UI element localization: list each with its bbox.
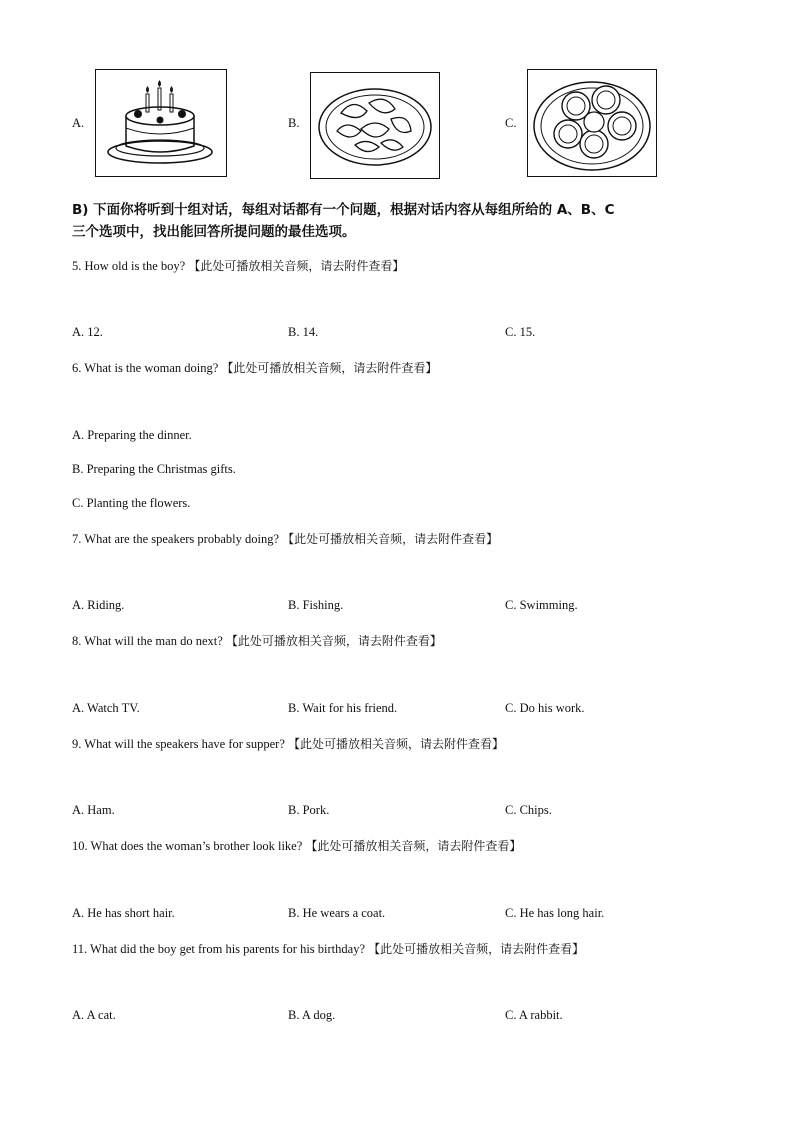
q10-option-b: B. He wears a coat. — [288, 906, 386, 920]
audio-note: 【此处可播放相关音频，请去附件查看】 — [221, 361, 438, 375]
audio-note: 【此处可播放相关音频，请去附件查看】 — [225, 634, 442, 648]
section-b-instructions — [72, 199, 732, 243]
birthday-cake-icon — [95, 69, 227, 177]
question-text: 7. What are the speakers probably doing? — [72, 532, 279, 546]
q7-option-b: B. Fishing. — [288, 598, 344, 612]
q10-option-a: A. He has short hair. — [72, 906, 175, 920]
question-10 — [72, 837, 521, 854]
q5-option-c: C. 15. — [505, 325, 536, 339]
section-b-line2: 三个选项中，找出能回答所提问题的最佳选项。 — [72, 224, 356, 240]
q6-option-c: C. Planting the flowers. — [72, 496, 191, 510]
audio-note: 【此处可播放相关音频，请去附件查看】 — [368, 942, 585, 956]
image-option-c-letter: C. — [505, 116, 517, 130]
image-option-a-letter: A. — [72, 116, 85, 130]
q8-option-b: B. Wait for his friend. — [288, 701, 398, 715]
question-11 — [72, 940, 584, 957]
q9-option-b: B. Pork. — [288, 803, 330, 817]
question-5 — [72, 257, 404, 274]
q9-option-c: C. Chips. — [505, 803, 552, 817]
question-text: 5. How old is the boy? — [72, 259, 186, 273]
question-text: 6. What is the woman doing? — [72, 361, 219, 375]
dumplings-plate-icon — [310, 72, 440, 179]
q10-option-c: C. He has long hair. — [505, 906, 605, 920]
q6-option-a: A. Preparing the dinner. — [72, 428, 192, 442]
audio-note: 【此处可播放相关音频，请去附件查看】 — [282, 532, 499, 546]
q7-option-a: A. Riding. — [72, 598, 125, 612]
question-text: 11. What did the boy get from his parents for his birthday? — [72, 942, 365, 956]
question-8 — [72, 632, 442, 649]
question-text: 10. What does the woman’s brother look like? — [72, 839, 303, 853]
q11-option-a: A. A cat. — [72, 1008, 116, 1022]
mooncakes-plate-icon — [527, 69, 657, 177]
q8-option-c: C. Do his work. — [505, 701, 585, 715]
q8-option-a: A. Watch TV. — [72, 701, 140, 715]
question-text: 8. What will the man do next? — [72, 634, 223, 648]
q5-option-b: B. 14. — [288, 325, 319, 339]
question-9 — [72, 735, 504, 752]
q6-option-b: B. Preparing the Christmas gifts. — [72, 462, 236, 476]
audio-note: 【此处可播放相关音频，请去附件查看】 — [305, 839, 522, 853]
audio-note: 【此处可播放相关音频，请去附件查看】 — [288, 737, 505, 751]
audio-note: 【此处可播放相关音频，请去附件查看】 — [188, 259, 405, 273]
section-b-line1: B) 下面你将听到十组对话，每组对话都有一个问题，根据对话内容从每组所给的 A、B、C — [72, 202, 615, 218]
question-7 — [72, 530, 498, 547]
q7-option-c: C. Swimming. — [505, 598, 578, 612]
question-text: 9. What will the speakers have for supper? — [72, 737, 285, 751]
q9-option-a: A. Ham. — [72, 803, 115, 817]
q11-option-b: B. A dog. — [288, 1008, 336, 1022]
q11-option-c: C. A rabbit. — [505, 1008, 563, 1022]
question-6 — [72, 359, 437, 376]
image-option-b-letter: B. — [288, 116, 300, 130]
q5-option-a: A. 12. — [72, 325, 103, 339]
